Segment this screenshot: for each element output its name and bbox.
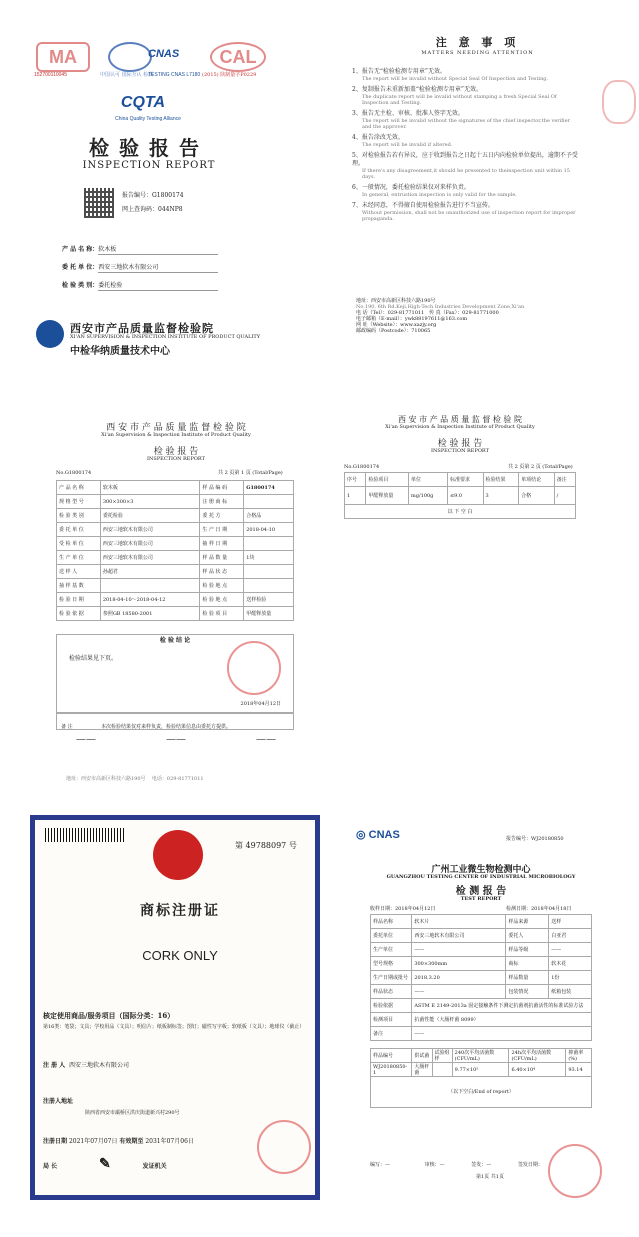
- table-row: 样品名称 软木片 样品来源 送样: [371, 915, 592, 929]
- director-label: 局 长: [43, 1163, 58, 1170]
- registration-number-value: 49788097: [245, 841, 287, 850]
- certificate-title: 商标注册证: [140, 903, 220, 919]
- center-name-en: GUANGZHOU TESTING CENTER OF INDUSTRIAL MICROBIOLOGY: [386, 874, 576, 880]
- contact-postcode: 邮政编码（Postcode）：710065: [356, 328, 431, 334]
- conclusion-text: 检验结果见下页。: [69, 655, 118, 662]
- registrant-label: 注 册 人: [43, 1062, 66, 1069]
- report-title-en: TEST REPORT: [460, 896, 502, 902]
- client-label: 委 托 单 位：: [62, 264, 99, 271]
- report-number: No.G1800174: [344, 464, 380, 470]
- result-table: [344, 472, 576, 519]
- goods-services-label: 核定使用商品/服务项目（国际分类：16）: [43, 1011, 175, 1020]
- category-row: [62, 282, 242, 291]
- client-value: 西安三地软木有限公司: [98, 264, 218, 273]
- category-value: 委托检验: [98, 282, 218, 291]
- page-indicator: 第1页 共1页: [476, 1174, 504, 1180]
- editor-signature: —: [385, 1162, 391, 1168]
- seal-stamp: [602, 80, 636, 124]
- table-row: 备注 ——: [371, 1027, 592, 1041]
- page-footer: [66, 776, 296, 782]
- institute-heading: 西 安 市 产 品 质 量 监 督 检 验 院: [106, 423, 246, 433]
- report-info-table: [56, 480, 294, 621]
- cal-code: (2015) 陕制量字P0229: [202, 72, 257, 78]
- report-title-en: INSPECTION REPORT: [147, 456, 205, 462]
- ilac-logo: [108, 42, 152, 72]
- table-row: 规 格 型 号 300×300×3 注 册 商 标: [57, 495, 294, 509]
- cma-logo: MA: [36, 42, 90, 72]
- notice-title-cn: 注 意 事 项: [435, 36, 520, 49]
- report-number-label: 报告编号：: [122, 192, 153, 199]
- national-emblem: [153, 830, 203, 880]
- contact-tel: 电 话（Tel）：029-81771011: [356, 310, 425, 316]
- footer-address: 地址：西安市高新区科技六路190号: [66, 776, 146, 782]
- table-row: 受 检 单 位 西安三地软木有限公司 抽 样 日 期: [57, 537, 294, 551]
- table-row: 1 甲醛释放量 mg/100g ≤9.0 3 合格 /: [345, 487, 576, 505]
- analyzed-date: 检测日期：2018年04月18日: [506, 906, 572, 912]
- checker-label: 审核：: [424, 1162, 440, 1168]
- remarks-row: [56, 712, 294, 730]
- center-name: 中检华纳质量技术中心: [70, 346, 170, 357]
- report-number: [122, 192, 252, 200]
- trademark-office-seal: [257, 1120, 311, 1174]
- issuer-signature: —: [486, 1162, 492, 1168]
- institute-heading-en: Xi'an Supervision & Inspection Institute of Product Quality: [101, 432, 251, 438]
- signature-inspector: ——: [76, 734, 96, 745]
- product-value: 软木板: [98, 246, 218, 255]
- table-row: 委托单位 西安三地软木有限公司 委托人 白亚君: [371, 929, 592, 943]
- report-title: 检 验 报 告: [437, 439, 483, 449]
- report-page-2: [340, 408, 580, 528]
- table-row: 委 托 单 位 西安三地软木有限公司 生 产 日 期 2018-04-10: [57, 523, 294, 537]
- notice-item: 6、一般情况，委托检验结果仅对来样负责。 In general, entrustion inspection is only valid for the sample.: [352, 184, 517, 198]
- sign-date: 2018年04月12日: [240, 701, 281, 707]
- report-title-en: INSPECTION REPORT: [431, 448, 489, 454]
- registrant-address-row: [43, 1098, 313, 1106]
- registrant-row: [43, 1062, 313, 1070]
- client-row: [62, 264, 242, 273]
- director-signature: ✎: [99, 1156, 111, 1172]
- testing-center-seal: [548, 1144, 602, 1198]
- contact-fax: 传 真（Fax）：029-81771000: [429, 310, 499, 316]
- ilac-caption: 中国认可 国际互认 检测: [100, 72, 154, 78]
- cma-code: 152700110045: [34, 72, 67, 78]
- checker-signature: —: [439, 1162, 445, 1168]
- conclusion-heading: 检 验 结 论: [159, 637, 191, 644]
- issue-date-label: 签发日期：: [517, 1162, 543, 1168]
- issuer-label: 发证机关: [142, 1163, 167, 1170]
- notice-item: 3、报告无主检、审核、批准人签字无效。 The report will be invalid without the signatures of the chief inspector,the verifier and the approver.: [352, 110, 570, 130]
- cqta-logo: CQTA: [120, 94, 166, 111]
- valid-value: 2031年07月06日: [145, 1138, 194, 1145]
- table-header: 序号 检验项目 单位 标准要求 检验结果 单项结论 备注: [345, 473, 576, 487]
- remarks-label: 备 注: [61, 724, 73, 730]
- report-title-en: INSPECTION REPORT: [82, 160, 216, 171]
- trademark-text: CORK ONLY: [142, 948, 218, 963]
- institute-name-en: XI'AN SUPERVISION & INSPECTION INSTITUTE OF PRODUCT QUALITY: [70, 334, 261, 340]
- report-number-value: G1800174: [152, 192, 184, 199]
- date-value: 2021年07月07日: [68, 1138, 118, 1145]
- institute-name: 西安市产品质量监督检验院: [70, 322, 214, 335]
- center-name: 广州工业微生物检测中心: [431, 865, 531, 875]
- issuer-label: 签发：: [471, 1162, 487, 1168]
- table-row: 检 验 日 期 2018-04-10～2018-04-12 检 验 地 点 送样检验: [57, 593, 294, 607]
- product-name-row: [62, 246, 242, 255]
- goods-services-text: 第16类：笔袋；文具；学校用品（文具）；明信片；纸板制标签；图钉；磁性写字板；软纸板（文具）；地球仪（截止）: [43, 1024, 305, 1030]
- table-row: 送 样 人 孙超君 样 品 状 态: [57, 565, 294, 579]
- notice-list: [352, 68, 578, 226]
- cnas-code: TESTING CNAS L7180: [148, 72, 201, 78]
- certificate-barcode: [45, 828, 125, 842]
- notice-item: 7、未经同意，不得擅自使用检验报告进行不当宣传。 Without permission, shall not be unauthorized use of inspection report for improper propaganda.: [352, 202, 576, 222]
- contact-website: 网 址（Website）：www.xazjy.org: [356, 322, 437, 328]
- notice-item: 1、报告无“检验检测专用章”无效。 The report will be invalid without Special Seal Of Inspection and Testing.: [352, 68, 549, 82]
- notice-item: 4、报告涂改无效。 The report will be invalid if altered.: [352, 134, 453, 148]
- table-row: （以下空白/End of report）: [371, 1077, 592, 1108]
- table-row: 生产日期或批号 2018.3.20 样品数量 1份: [371, 971, 592, 985]
- footer-tel: 电话：029-81771011: [151, 776, 204, 782]
- category-label: 检 验 类 别：: [62, 282, 99, 289]
- test-report: [356, 822, 606, 1202]
- table-row: 生产单位 —— 样品等级 ——: [371, 943, 592, 957]
- page-info: 共 2 页第 1 页 (Total/Page): [218, 470, 283, 476]
- cal-logo: CAL: [210, 42, 266, 72]
- table-row: 检 验 依 据 参照GB 18580-2001 检 验 项 目 甲醛释放量: [57, 607, 294, 621]
- query-code: [122, 206, 252, 214]
- query-code-label: 网上查询码：: [122, 206, 159, 213]
- table-row: 生 产 单 位 西安三地软木有限公司 样 品 数 量 1块: [57, 551, 294, 565]
- received-date: 收样日期：2018年04月12日: [370, 906, 436, 912]
- query-code-value: 044NP8: [158, 206, 183, 213]
- sample-info-table: [370, 914, 592, 1041]
- table-row: WJ20180850-1 大肠杆菌 9.77×10⁵ 6.40×10⁴ 93.14: [371, 1063, 592, 1077]
- conclusion-box: [56, 634, 294, 714]
- table-row: 以 下 空 白: [345, 505, 576, 519]
- report-title-cn: 检验报告: [89, 136, 209, 160]
- notice-title-en: MATTERS NEEDING ATTENTION: [421, 50, 534, 56]
- report-title: 检 测 报 告: [455, 886, 507, 897]
- table-row: 型号规格 300×300mm 商标 软木花: [371, 957, 592, 971]
- registrant-address: 陕西省西安市灞桥区洪庆街道新兴村290号: [85, 1110, 180, 1116]
- signature-verifier: ——: [166, 734, 186, 745]
- notice-item: 2、复制报告未重新加盖“检验检测专用章”无效。 The duplicate report will be invalid without stamping a fresh Special Seal Of Inspection and Testing.: [352, 86, 557, 106]
- trademark-certificate: [30, 815, 320, 1200]
- signature-approver: ——: [256, 734, 276, 745]
- table-row: 产 品 名 称 软木板 样 品 编 码 G1800174: [57, 481, 294, 495]
- signatures: [66, 734, 286, 750]
- remarks-text: 本次检验结果仅对来样负责，检验结果信息由委托方提供。: [101, 724, 232, 730]
- institute-heading-en: Xi'an Supervision & Inspection Institute of Product Quality: [385, 424, 535, 430]
- editor-label: 编写：: [370, 1162, 386, 1168]
- product-label: 产 品 名 称：: [62, 246, 99, 253]
- report-page-1: [46, 408, 306, 793]
- notice-item: 5、对检验报告若有异议，应于收到报告之日起十五日内向检验单位提出，逾期不予受理。 If there's any disagreement,it should be presented to theinspection unit within 15 days.: [352, 152, 578, 180]
- notice-page: [340, 20, 615, 375]
- page-info: 共 2 页第 2 页 (Total/Page): [508, 464, 573, 470]
- contact-email: 电子邮箱（E-mail）：ywk88197611@163.com: [356, 316, 468, 322]
- cqta-caption: China Quality Testing Alliance: [115, 116, 181, 122]
- table-row: 样品状态 —— 包装情况 纸箱包装: [371, 985, 592, 999]
- report-number: No.G1800174: [56, 470, 92, 476]
- contact-address: 地址：西安市高新区科技六路190号: [356, 298, 436, 304]
- registrant-value: 西安三地软木有限公司: [69, 1062, 130, 1069]
- contact-block: [356, 298, 596, 334]
- table-header: 样品编号 供试菌 试验组样 240次平均活菌数(CFU/mL) 24h次平均活菌数(CFU/mL) 抑菌率(%): [371, 1049, 592, 1063]
- table-row: 检 验 类 别 委托检验 委 托 方 合格品: [57, 509, 294, 523]
- table-row: 检验依据 ASTM E 2149-2013a 固定接触条件下测定抗菌剂抗菌活性的标准试验方法: [371, 999, 592, 1013]
- test-result-table: [370, 1048, 592, 1108]
- registration-number: 第 49788097 号: [235, 841, 297, 850]
- institute-emblem: [36, 320, 64, 348]
- report-title: 检 验 报 告: [153, 447, 199, 457]
- report-number: 报告编号：WJ20180850: [506, 836, 564, 842]
- table-row: 抽 样 基 数 检 验 地 点: [57, 579, 294, 593]
- cnas-logo: CNAS: [148, 48, 180, 60]
- valid-label: 有效期至: [119, 1138, 144, 1145]
- qr-code: [84, 188, 114, 218]
- report-cover: [24, 20, 299, 375]
- contact-address-en: No.190, 6th Rd.Keji,High-Tech Industries Development Zone,Xi'an: [356, 304, 525, 310]
- institute-heading: 西 安 市 产 品 质 量 监 督 检 验 院: [398, 415, 522, 424]
- table-row: 检测项目 抗菌性能（大肠杆菌 8099）: [371, 1013, 592, 1027]
- cnas-badge: ◎ CNAS: [356, 829, 400, 841]
- address-label: 注册人地址: [43, 1098, 74, 1105]
- inspection-seal: [227, 641, 281, 695]
- date-label: 注册日期: [43, 1138, 68, 1145]
